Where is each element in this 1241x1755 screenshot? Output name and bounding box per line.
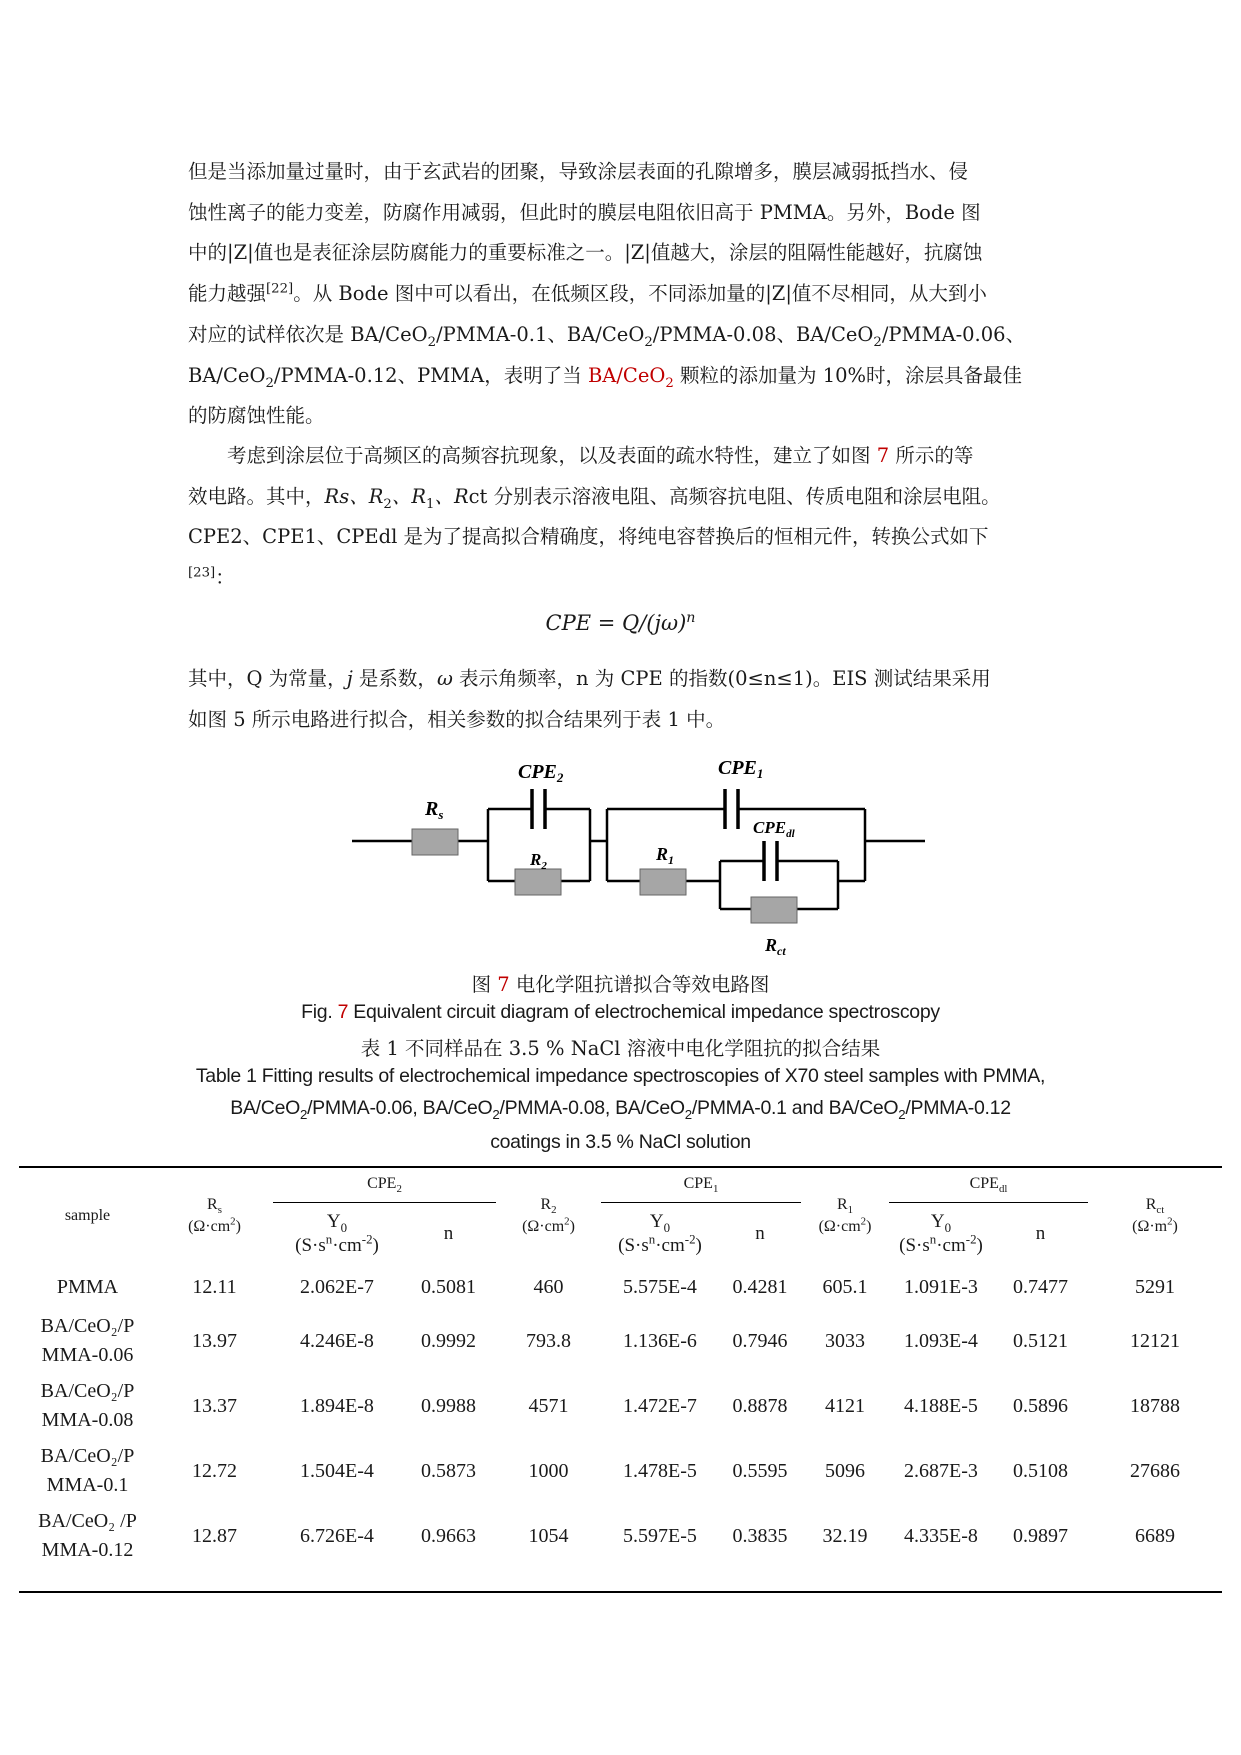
label-cpedl: $CPE_{dl}$: [753, 818, 795, 840]
resistor-rct: [751, 897, 797, 923]
cell-value: 0.9663: [421, 1524, 476, 1547]
cell-value: 18788: [1130, 1394, 1180, 1417]
cell-value: 4.335E-8: [904, 1524, 978, 1547]
text-line: 如图 5 所示电路进行拟合，相关参数的拟合结果列于表 1 中。: [188, 707, 726, 731]
label-cpe1: $CPE_1$: [718, 757, 764, 781]
header-r2: $R_2$ $(\Omega\cdot cm^2)$: [522, 1196, 575, 1235]
cell-sample: PMMA: [56, 1275, 119, 1298]
cell-value: 1.093E-4: [904, 1329, 978, 1352]
cell-value: 5291: [1135, 1275, 1175, 1298]
cell-value: 6.726E-4: [300, 1524, 374, 1547]
cell-value: 460: [533, 1275, 564, 1298]
label-r2: $R_2$: [530, 850, 547, 872]
cell-value: 0.5896: [1013, 1394, 1068, 1417]
text-line: 中的|Z|值也是表征涂层防腐能力的重要标准之一。|Z|值越大，涂层的阻隔性能越好，抗腐蚀: [188, 241, 983, 265]
cell-value: 12121: [1130, 1329, 1180, 1352]
table-caption-en-3: coatings in 3.5 % NaCl solution: [490, 1131, 751, 1153]
cell-value: 5.575E-4: [623, 1275, 697, 1298]
text-line: BA/CeO$_2$/PMMA-0.12、PMMA，表明了当 BA/CeO$_2$ 颗粒的添加量为 10%时，涂层具备最佳: [188, 363, 1023, 391]
text-line: 考虑到涂层位于高频区的高频容抗现象，以及表面的疏水特性，建立了如图 7 所示的等: [227, 444, 974, 467]
cell-value: 12.72: [192, 1459, 237, 1482]
label-rs: $R_s$: [425, 798, 444, 822]
body-paragraph-2: [188, 436, 1058, 599]
cell-value: 13.37: [192, 1394, 237, 1417]
label-r1: $R_1$: [656, 844, 675, 867]
figure-reference: 7: [876, 444, 890, 467]
cell-value: 1.894E-8: [300, 1394, 374, 1417]
header-cpedl-n: n: [1035, 1223, 1046, 1245]
header-cpe2: $CPE_2$: [273, 1166, 496, 1202]
header-cpe1: $CPE_1$: [601, 1166, 801, 1202]
text-line: 蚀性离子的能力变差，防腐作用减弱，但此时的膜层电阻依旧高于 PMMA。另外，Bode 图: [188, 200, 981, 224]
header-cpe2-n: n: [443, 1223, 454, 1245]
cell-value: 0.7477: [1013, 1275, 1068, 1298]
header-cpedl: $CPE_{dl}$: [889, 1166, 1088, 1202]
cell-value: 1.478E-5: [623, 1459, 697, 1482]
table-row: [19, 1438, 1222, 1504]
resistor-r2: [515, 869, 561, 895]
header-sample: sample: [64, 1207, 111, 1224]
table-row: [19, 1374, 1222, 1438]
label-rct: $R_{ct}$: [765, 935, 786, 958]
cell-value: 0.9988: [421, 1394, 476, 1417]
cell-value: 3033: [825, 1329, 865, 1352]
label-cpe2: $CPE_2$: [518, 761, 564, 785]
citation: [22]: [266, 281, 294, 297]
table-caption-en-1: Table 1 Fitting results of electrochemical impedance spectroscopies of X70 steel samples with PMMA,: [195, 1065, 1046, 1087]
table-caption-en-2: BA/CeO$_2$/PMMA-0.06, BA/CeO$_2$/PMMA-0.08, BA/CeO$_2$/PMMA-0.1 and BA/CeO$_2$/PMMA-0.12: [230, 1097, 1011, 1122]
text-line: 能力越强[22]。从 Bode 图中可以看出，在低频区段，不同添加量的|Z|值不尽相同，从大到小: [188, 281, 987, 306]
table-caption-zh: 表 1 不同样品在 3.5 % NaCl 溶液中电化学阻抗的拟合结果: [360, 1037, 881, 1060]
text-line: 效电路。其中，Rs、$R_2$、$R_1$、Rct 分别表示溶液电阻、高频容抗电阻、传质电阻和涂层电阻。: [188, 484, 1001, 512]
cell-value: 4121: [825, 1394, 865, 1417]
cell-value: 0.5121: [1013, 1329, 1068, 1352]
table-row: [19, 1266, 1222, 1308]
table-row: [19, 1308, 1222, 1374]
text-line: 对应的试样依次是 BA/CeO$_2$/PMMA-0.1、BA/CeO$_2$/PMMA-0.08、BA/CeO$_2$/PMMA-0.06、: [188, 322, 1026, 350]
cell-value: 0.8878: [732, 1394, 788, 1417]
text-line: [23]：: [188, 565, 235, 590]
cell-value: 6689: [1135, 1524, 1175, 1547]
cell-value: 5096: [825, 1459, 865, 1482]
cell-value: 1.091E-3: [904, 1275, 978, 1298]
header-cpe2-y0: $Y_0$ $(S\cdot s^n\cdot cm^{-2})$: [295, 1211, 379, 1257]
equivalent-circuit-diagram: [340, 745, 940, 963]
cell-value: 0.5081: [421, 1275, 476, 1298]
cell-sample: BA/CeO₂ /P MMA-0.12: [38, 1510, 137, 1561]
body-paragraph-1: [188, 152, 1058, 437]
cell-value: 793.8: [526, 1329, 571, 1352]
cell-value: 12.87: [192, 1524, 237, 1547]
text-line: 的防腐蚀性能。: [188, 404, 325, 428]
header-rct: $R_{ct}$ $(\Omega\cdot m^2)$: [1132, 1196, 1178, 1235]
cell-value: 0.5108: [1013, 1459, 1068, 1482]
figure-caption-en: Fig. 7 Equivalent circuit diagram of electrochemical impedance spectroscopy: [301, 1001, 940, 1023]
cell-value: 2.687E-3: [904, 1459, 978, 1482]
cell-value: 2.062E-7: [300, 1275, 374, 1298]
cell-value: 5.597E-5: [623, 1524, 697, 1547]
header-cpe1-y0: $Y_0$ $(S\cdot s^n\cdot cm^{-2})$: [618, 1211, 702, 1257]
header-cpedl-y0: $Y_0$ $(S\cdot s^n\cdot cm^{-2})$: [899, 1211, 983, 1257]
cell-value: 1.504E-4: [300, 1459, 374, 1482]
highlighted-term: BA/CeO$_2$: [587, 363, 674, 391]
cell-value: 4.188E-5: [904, 1394, 978, 1417]
cell-value: 0.5595: [732, 1459, 788, 1482]
text-line: CPE2、CPE1、CPEdl 是为了提高拟合精确度，将纯电容替换后的恒相元件，转换公式如下: [188, 525, 989, 549]
cell-value: 32.19: [822, 1524, 868, 1547]
cell-value: 1.136E-6: [623, 1329, 697, 1352]
resistor-r1: [640, 869, 686, 895]
cell-sample: BA/CeO₂/P MMA-0.08: [40, 1380, 135, 1431]
header-r1: $R_1$ $(\Omega\cdot cm^2)$: [818, 1196, 872, 1235]
body-paragraph-3: [188, 659, 1058, 740]
cell-value: 605.1: [822, 1275, 868, 1298]
cell-value: 13.97: [192, 1329, 237, 1352]
text-line: 但是当添加量过量时，由于玄武岩的团聚，导致涂层表面的孔隙增多，膜层减弱抵挡水、侵: [188, 160, 969, 183]
cell-value: 27686: [1130, 1459, 1180, 1482]
cell-value: 0.9992: [421, 1329, 476, 1352]
text-line: 其中，Q 为常量，j 是系数，ω 表示角频率，n 为 CPE 的指数(0≤n≤1)。EIS 测试结果采用: [188, 667, 991, 690]
cpe-formula: CPE = $Q/(j\omega)^n$: [545, 610, 696, 635]
cell-value: 0.5873: [421, 1459, 476, 1482]
resistor-rs: [412, 829, 458, 855]
header-rs: $R_s$ $(\Omega\cdot cm^2)$: [188, 1196, 241, 1235]
table-row: [19, 1504, 1222, 1568]
cell-sample: BA/CeO₂/P MMA-0.06: [40, 1315, 135, 1366]
cell-value: 4.246E-8: [300, 1329, 374, 1352]
cell-value: 0.7946: [732, 1329, 788, 1352]
cell-value: 1054: [528, 1524, 569, 1547]
cell-value: 0.9897: [1013, 1524, 1068, 1547]
cell-value: 4571: [528, 1394, 569, 1417]
cell-value: 1000: [528, 1459, 569, 1482]
cell-sample: BA/CeO₂/P MMA-0.1: [40, 1445, 135, 1496]
figure-caption-zh: 图 7 电化学阻抗谱拟合等效电路图: [471, 973, 770, 996]
cell-value: 0.4281: [732, 1275, 788, 1298]
cell-value: 0.3835: [732, 1524, 788, 1547]
header-cpe1-n: n: [755, 1223, 765, 1245]
cell-value: 12.11: [192, 1275, 237, 1298]
cell-value: 1.472E-7: [623, 1394, 697, 1417]
table-bottom-rule: [19, 1591, 1222, 1593]
citation: [23]: [188, 565, 216, 581]
fitting-results-table: [19, 1166, 1222, 1568]
